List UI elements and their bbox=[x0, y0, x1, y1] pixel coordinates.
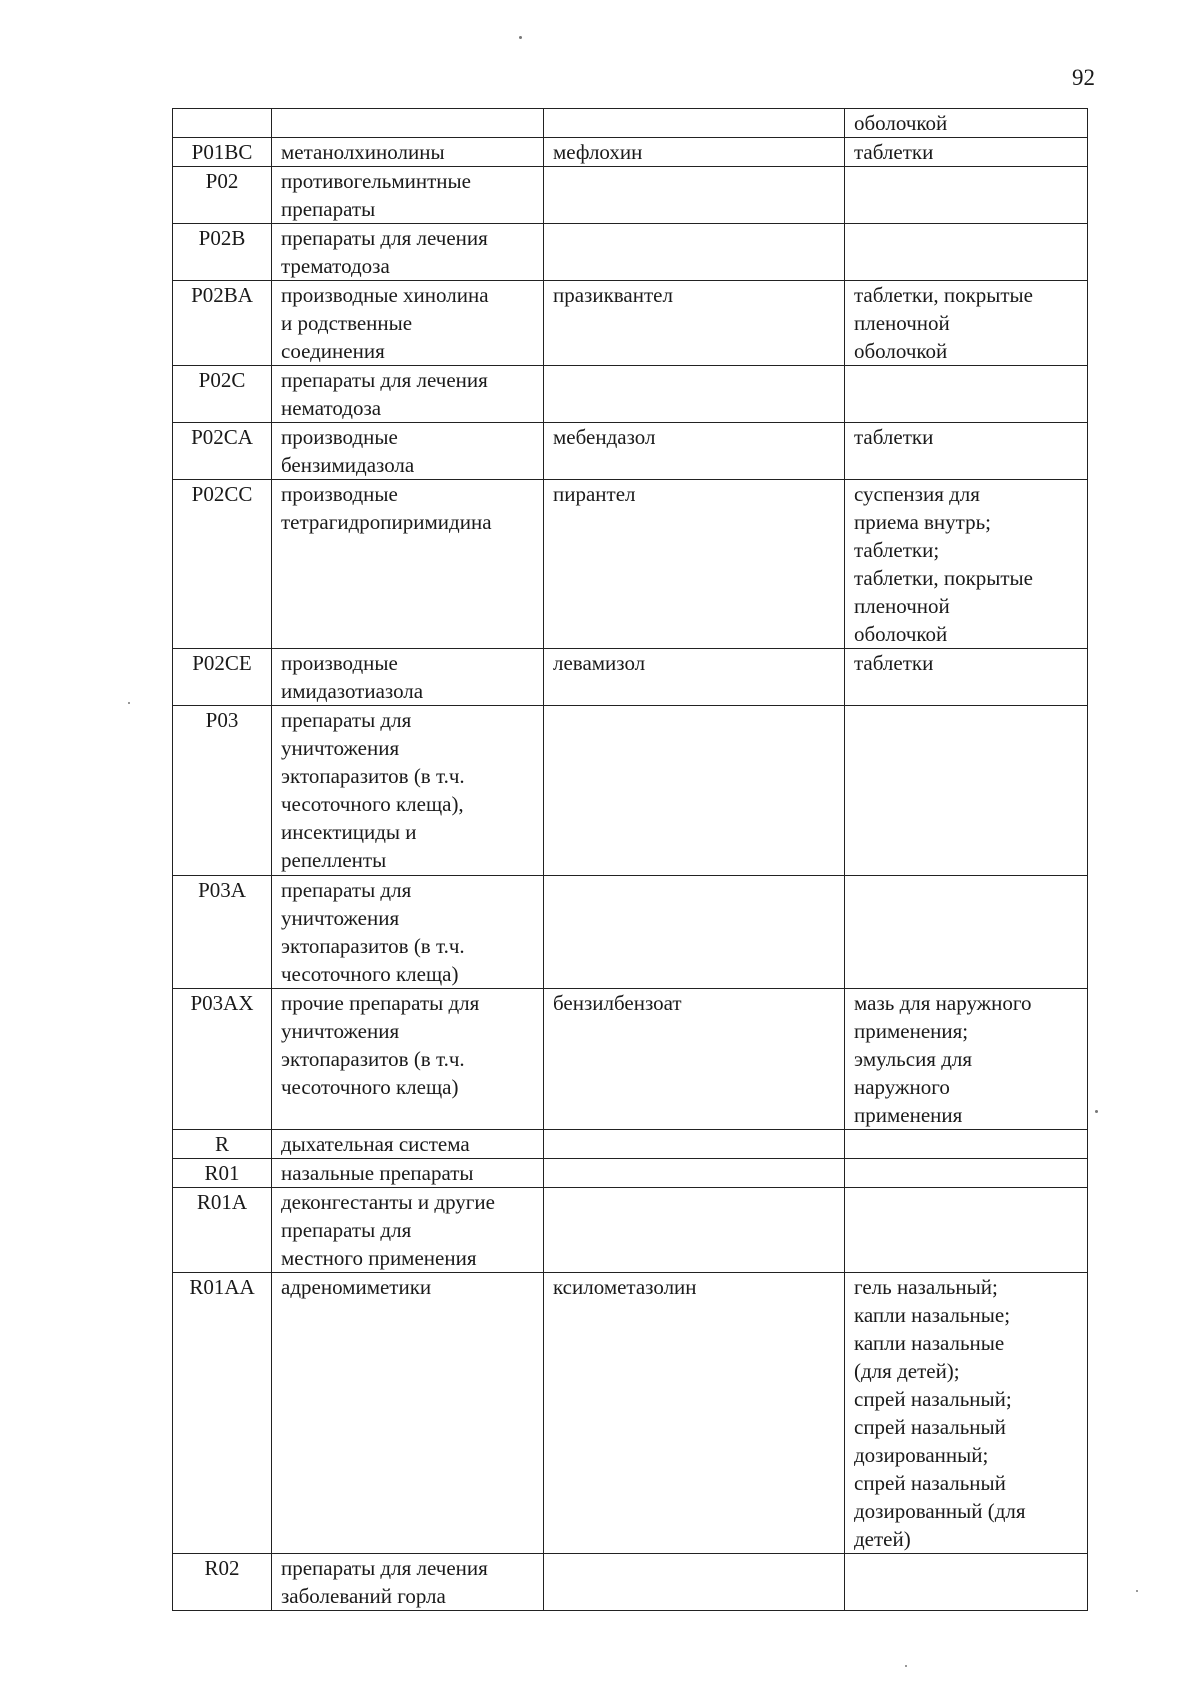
form-cell bbox=[845, 1554, 1088, 1611]
form-cell: таблетки, покрытые пленочной оболочкой bbox=[845, 281, 1088, 366]
table-row bbox=[173, 1554, 1088, 1611]
page-number: 92 bbox=[1072, 65, 1095, 90]
table-row bbox=[173, 649, 1088, 706]
table-row bbox=[173, 1130, 1088, 1159]
form-cell bbox=[845, 876, 1088, 989]
table-row bbox=[173, 138, 1088, 167]
drug-cell: левамизол bbox=[544, 649, 845, 706]
drug-cell: мебендазол bbox=[544, 423, 845, 480]
scan-speck bbox=[128, 702, 130, 704]
form-cell bbox=[845, 1130, 1088, 1159]
group-cell: адреномиметики bbox=[272, 1273, 544, 1554]
drug-cell bbox=[544, 876, 845, 989]
drug-cell bbox=[544, 109, 845, 138]
code-cell: P02B bbox=[173, 224, 272, 281]
code-cell: P02C bbox=[173, 366, 272, 423]
code-cell: P02BA bbox=[173, 281, 272, 366]
code-cell: P02CE bbox=[173, 649, 272, 706]
code-cell: R bbox=[173, 1130, 272, 1159]
code-cell: P03AX bbox=[173, 989, 272, 1130]
drug-cell bbox=[544, 366, 845, 423]
table-row bbox=[173, 224, 1088, 281]
form-cell: суспензия для приема внутрь; таблетки; таблетки, покрытые пленочной оболочкой bbox=[845, 480, 1088, 649]
group-cell: препараты для лечения заболеваний горла bbox=[272, 1554, 544, 1611]
drug-cell bbox=[544, 1188, 845, 1273]
group-cell bbox=[272, 109, 544, 138]
code-cell: P03A bbox=[173, 876, 272, 989]
table-row bbox=[173, 281, 1088, 366]
group-cell: деконгестанты и другие препараты для местного применения bbox=[272, 1188, 544, 1273]
group-cell: метанолхинолины bbox=[272, 138, 544, 167]
code-cell: P01BC bbox=[173, 138, 272, 167]
drug-cell bbox=[544, 1159, 845, 1188]
form-cell bbox=[845, 167, 1088, 224]
code-cell: P02 bbox=[173, 167, 272, 224]
drug-cell bbox=[544, 224, 845, 281]
form-cell: гель назальный; капли назальные; капли назальные (для детей); спрей назальный; спрей назальный дозированный; спрей назальный дозированный (для детей) bbox=[845, 1273, 1088, 1554]
drug-cell: празиквантел bbox=[544, 281, 845, 366]
drug-cell bbox=[544, 1554, 845, 1611]
drug-cell: пирантел bbox=[544, 480, 845, 649]
drug-cell bbox=[544, 706, 845, 876]
code-cell: P02CA bbox=[173, 423, 272, 480]
code-cell: R01AA bbox=[173, 1273, 272, 1554]
form-cell bbox=[845, 224, 1088, 281]
drug-cell: мефлохин bbox=[544, 138, 845, 167]
scan-speck bbox=[1095, 1110, 1098, 1113]
form-cell bbox=[845, 1159, 1088, 1188]
table-row bbox=[173, 989, 1088, 1130]
group-cell: производные тетрагидропиримидина bbox=[272, 480, 544, 649]
drug-cell: ксилометазолин bbox=[544, 1273, 845, 1554]
code-cell: R01 bbox=[173, 1159, 272, 1188]
drug-classification-table bbox=[172, 108, 1088, 1611]
scan-speck bbox=[1136, 1590, 1138, 1592]
table-row bbox=[173, 876, 1088, 989]
group-cell: препараты для лечения нематодоза bbox=[272, 366, 544, 423]
group-cell: противогельминтные препараты bbox=[272, 167, 544, 224]
table-row bbox=[173, 167, 1088, 224]
scan-speck bbox=[519, 36, 522, 39]
drug-cell bbox=[544, 1130, 845, 1159]
code-cell: P03 bbox=[173, 706, 272, 876]
group-cell: производные хинолина и родственные соединения bbox=[272, 281, 544, 366]
group-cell: препараты для лечения трематодоза bbox=[272, 224, 544, 281]
table-row bbox=[173, 423, 1088, 480]
scan-speck bbox=[905, 1665, 907, 1667]
form-cell: таблетки bbox=[845, 423, 1088, 480]
table-row bbox=[173, 366, 1088, 423]
form-cell: таблетки bbox=[845, 138, 1088, 167]
drug-cell: бензилбензоат bbox=[544, 989, 845, 1130]
code-cell bbox=[173, 109, 272, 138]
form-cell: мазь для наружного применения; эмульсия для наружного применения bbox=[845, 989, 1088, 1130]
code-cell: R01A bbox=[173, 1188, 272, 1273]
form-cell: таблетки bbox=[845, 649, 1088, 706]
table-row bbox=[173, 1273, 1088, 1554]
form-cell: оболочкой bbox=[845, 109, 1088, 138]
table-row bbox=[173, 480, 1088, 649]
group-cell: производные бензимидазола bbox=[272, 423, 544, 480]
group-cell: препараты для уничтожения эктопаразитов (в т.ч. чесоточного клеща) bbox=[272, 876, 544, 989]
group-cell: назальные препараты bbox=[272, 1159, 544, 1188]
drug-cell bbox=[544, 167, 845, 224]
group-cell: производные имидазотиазола bbox=[272, 649, 544, 706]
form-cell bbox=[845, 706, 1088, 876]
code-cell: P02CC bbox=[173, 480, 272, 649]
group-cell: прочие препараты для уничтожения эктопаразитов (в т.ч. чесоточного клеща) bbox=[272, 989, 544, 1130]
table-row bbox=[173, 1159, 1088, 1188]
table-row bbox=[173, 706, 1088, 876]
table-row bbox=[173, 109, 1088, 138]
form-cell bbox=[845, 366, 1088, 423]
form-cell bbox=[845, 1188, 1088, 1273]
group-cell: препараты для уничтожения эктопаразитов (в т.ч. чесоточного клеща), инсектициды и репелленты bbox=[272, 706, 544, 876]
code-cell: R02 bbox=[173, 1554, 272, 1611]
table-row bbox=[173, 1188, 1088, 1273]
group-cell: дыхательная система bbox=[272, 1130, 544, 1159]
